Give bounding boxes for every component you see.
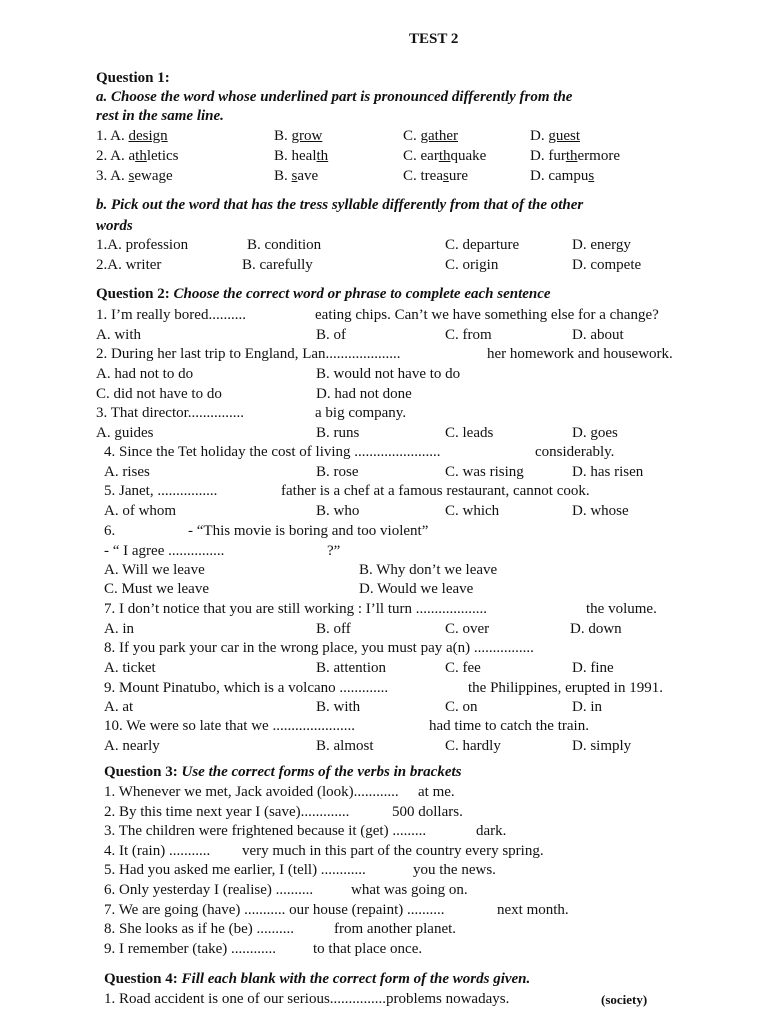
q3-line-4-end: very much in this part of the country every spring. [242,843,544,859]
q2-o7-c: C. over [445,621,490,637]
q1a-3-option-c [403,167,468,185]
q2-instruction: Choose the correct word or phrase to complete each sentence [169,286,551,302]
q4-heading-line [104,970,530,988]
q1a-2-option-c [403,147,486,165]
q1b-1-option-c: C. departure [445,237,520,253]
q2-o1-d: D. about [572,327,624,343]
q2-o2-d: D. had not done [316,386,412,402]
q1b-2-option-c: C. origin [445,257,499,273]
q2-s1-part1: 1. I’m really bored.......... [96,307,246,323]
q2-s3-part2: a big company. [315,405,407,421]
q3-line-3: 3. The children were frightened because it (get) ......... [104,823,427,839]
underlined-part: s [442,168,449,184]
q3-heading: Question 3: [104,764,178,780]
q2-s10-part2: had time to catch the train. [429,718,589,734]
q2-s6-line2: - “ I agree ............... [104,543,225,559]
q2-o9-d: D. in [572,699,602,715]
word-part: B. heal [274,148,317,164]
q2-o1-c: C. from [445,327,492,343]
q3-line-4: 4. It (rain) ........... [104,843,211,859]
q1b-instruction: b. Pick out the word that has the tress syllable differently from that of the other [96,197,584,213]
q1b-instruction-cont: words [96,218,133,234]
q2-o10-b: B. almost [316,738,374,754]
q3-line-7-end: next month. [497,902,569,918]
q2-heading-line [96,285,551,303]
underlined-part: s [291,168,298,184]
word-part: C. ear [403,148,439,164]
word-part: B. [274,168,292,184]
word-part: B. [274,128,292,144]
word-part: letics [146,148,179,164]
q2-o7-b: B. off [316,621,351,637]
underlined-part: gather [420,128,458,144]
q1a-2-option-a [96,147,179,165]
q2-o3-b: B. runs [316,425,360,441]
q2-o2-a: A. had not to do [96,366,194,382]
q3-line-3-end: dark. [476,823,507,839]
q2-s3-part1: 3. That director............... [96,405,245,421]
q3-line-5-end: you the news. [413,862,496,878]
word-part: ermore [577,148,620,164]
q2-s2-part2: her homework and housework. [487,346,673,362]
q2-o9-a: A. at [104,699,134,715]
q2-s5-part2: father is a chef at a famous restaurant, cannot cook. [281,483,590,499]
q3-line-6-end: what was going on. [351,882,468,898]
q2-s6-line1: - “This movie is boring and too violent” [188,523,429,539]
word-part: C. [403,128,421,144]
q1b-1-option-d: D. energy [572,237,631,253]
q2-o5-a: A. of whom [104,503,177,519]
q2-s9-part2: the Philippines, erupted in 1991. [468,680,663,696]
q4-line-1: 1. Road accident is one of our serious...............problems nowadays. [104,991,510,1007]
q1a-instruction: a. Choose the word whose underlined part is pronounced differently from the [96,89,573,105]
q3-line-5: 5. Had you asked me earlier, I (tell) ............ [104,862,366,878]
q1b-2-option-d: D. compete [572,257,642,273]
word-part: 1. A. [96,128,129,144]
q2-o3-c: C. leads [445,425,494,441]
q1-heading: Question 1: [96,70,170,86]
q1b-2-option-b: B. carefully [242,257,313,273]
q3-line-2: 2. By this time next year I (save)............. [104,804,350,820]
word-part: D. [530,128,549,144]
q1a-2-option-b [274,147,328,165]
q4-heading: Question 4: [104,971,178,987]
q2-o10-c: C. hardly [445,738,501,754]
underlined-part: th [316,148,329,164]
q2-o9-c: C. on [445,699,478,715]
q1a-1-option-b [274,127,322,145]
q3-line-8: 8. She looks as if he (be) .......... [104,921,294,937]
q2-s6-number: 6. [104,523,116,539]
underlined-part: design [128,128,168,144]
q3-line-9-end: to that place once. [313,941,423,957]
q3-line-1: 1. Whenever we met, Jack avoided (look)............ [104,784,399,800]
q1a-3-option-b [274,167,318,185]
q2-o6-b: B. Why don’t we leave [359,562,498,578]
underlined-part: grow [291,128,323,144]
word-part: 2. A. a [96,148,136,164]
q2-o1-b: B. of [316,327,346,343]
q3-line-6: 6. Only yesterday I (realise) .......... [104,882,314,898]
word-part: D. fur [530,148,566,164]
q3-instruction: Use the correct forms of the verbs in brackets [177,764,462,780]
q2-s4-part2: considerably. [535,444,615,460]
q1a-1-option-a [96,127,168,145]
underlined-part: th [565,148,578,164]
q3-line-7: 7. We are going (have) ........... our house (repaint) .......... [104,902,445,918]
q2-s5-part1: 5. Janet, ................ [104,483,218,499]
q2-o2-c: C. did not have to do [96,386,222,402]
q2-o4-d: D. has risen [572,464,644,480]
q1a-2-option-d [530,147,620,165]
word-part: ave [297,168,319,184]
word-part: D. campu [530,168,589,184]
q2-s9-part1: 9. Mount Pinatubo, which is a volcano ............. [104,680,389,696]
underlined-part: th [438,148,451,164]
q2-s6-line2-end: ?” [327,543,341,559]
q2-o9-b: B. with [316,699,361,715]
word-part: ure [448,168,468,184]
q2-heading: Question 2: [96,286,170,302]
q2-s2-part1: 2. During her last trip to England, Lan.................... [96,346,401,362]
q2-o4-a: A. rises [104,464,150,480]
q2-o10-d: D. simply [572,738,632,754]
underlined-part: s [588,168,595,184]
q3-line-8-end: from another planet. [334,921,457,937]
q2-o6-c: C. Must we leave [104,581,209,597]
underlined-part: s [128,168,135,184]
q4-line-1-hint: (society) [601,992,648,1007]
q1a-1-option-c [403,127,458,145]
q2-o4-b: B. rose [316,464,359,480]
page-title: TEST 2 [409,31,459,47]
word-part: ewage [134,168,173,184]
q2-o7-d: D. down [570,621,622,637]
q2-o8-d: D. fine [572,660,614,676]
q1b-1-option-b: B. condition [247,237,322,253]
q2-o6-d: D. Would we leave [359,581,474,597]
word-part: C. trea [403,168,443,184]
q2-o1-a: A. with [96,327,141,343]
q2-o7-a: A. in [104,621,134,637]
q2-o6-a: A. Will we leave [104,562,205,578]
q2-o4-c: C. was rising [445,464,524,480]
q2-o10-a: A. nearly [104,738,160,754]
q2-o5-c: C. which [445,503,500,519]
q2-s4-part1: 4. Since the Tet holiday the cost of living ....................... [104,444,441,460]
q2-s1-part2: eating chips. Can’t we have something else for a change? [315,307,659,323]
q1b-1-option-a: 1.A. profession [96,237,189,253]
q2-o8-c: C. fee [445,660,481,676]
q2-o5-b: B. who [316,503,360,519]
q1a-1-option-d [530,127,580,145]
q3-heading-line [104,763,461,781]
q2-o8-a: A. ticket [104,660,156,676]
q2-s10-part1: 10. We were so late that we ...................... [104,718,355,734]
underlined-part: th [135,148,147,164]
q4-instruction: Fill each blank with the correct form of the words given. [177,971,531,987]
q2-o8-b: B. attention [316,660,386,676]
underlined-part: guest [548,128,581,144]
q2-o5-d: D. whose [572,503,629,519]
q2-s8: 8. If you park your car in the wrong place, you must pay a(n) ................ [104,640,534,656]
q2-o3-a: A. guides [96,425,154,441]
word-part: quake [450,148,487,164]
q1a-3-option-a [96,167,173,185]
q3-line-2-end: 500 dollars. [392,804,463,820]
q1a-instruction-cont: rest in the same line. [96,108,224,124]
q2-s7-part2: the volume. [586,601,657,617]
q1a-3-option-d [530,167,594,185]
q2-o3-d: D. goes [572,425,618,441]
q2-s7-part1: 7. I don’t notice that you are still working : I’ll turn ................... [104,601,487,617]
q2-o2-b: B. would not have to do [316,366,461,382]
q3-line-1-end: at me. [418,784,455,800]
q3-line-9: 9. I remember (take) ............ [104,941,277,957]
word-part: 3. A. [96,168,129,184]
q1b-2-option-a: 2.A. writer [96,257,162,273]
